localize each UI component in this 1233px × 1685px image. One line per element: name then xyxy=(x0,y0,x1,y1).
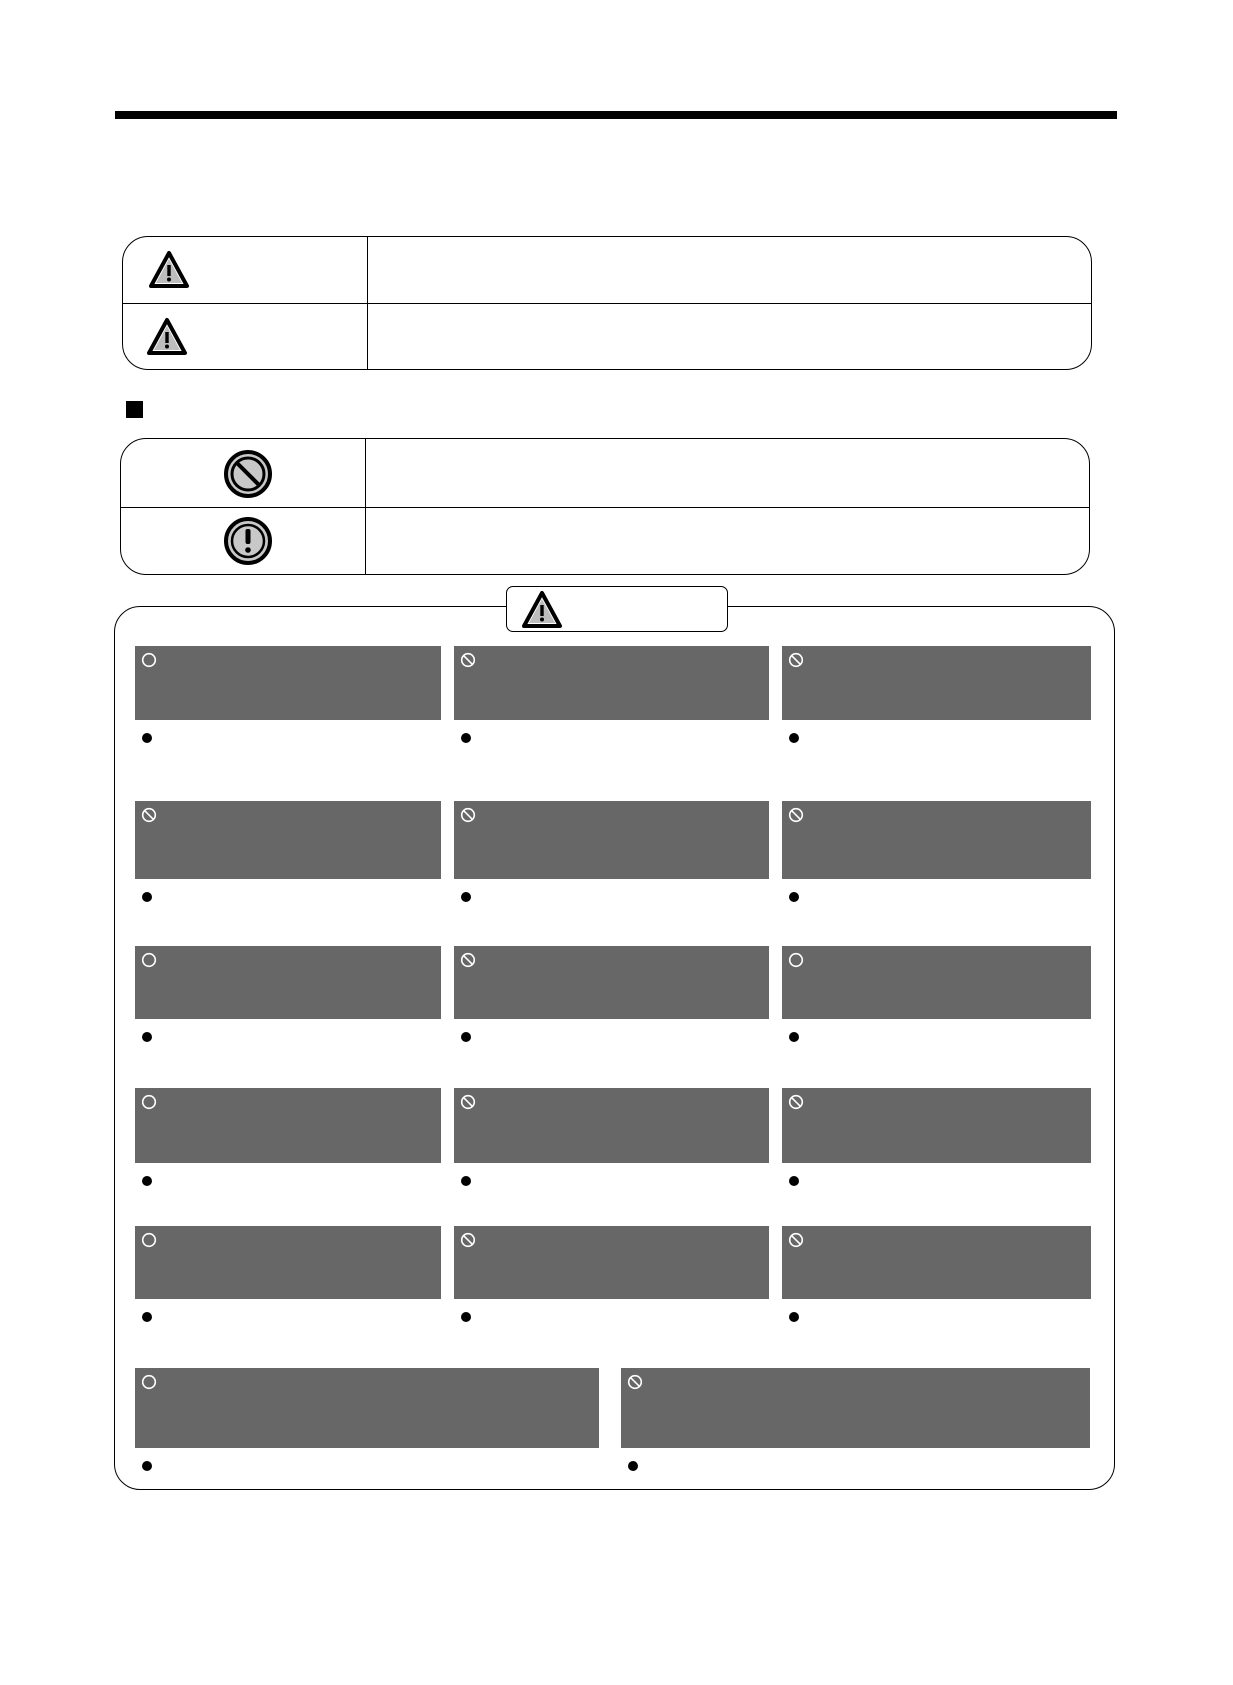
bullet-dot xyxy=(789,733,799,743)
caution-description xyxy=(385,304,1071,370)
prohibited-icon xyxy=(788,807,804,823)
caution-card xyxy=(454,1088,769,1163)
mandatory-circle-icon xyxy=(141,1232,157,1248)
bullet-dot xyxy=(142,892,152,902)
bullet-dot xyxy=(789,1312,799,1322)
caution-card xyxy=(135,1088,441,1163)
caution-row xyxy=(123,303,1091,370)
table-divider xyxy=(365,439,366,574)
bullet-dot xyxy=(142,1461,152,1471)
mandatory-circle-icon xyxy=(141,952,157,968)
section-marker xyxy=(126,401,143,418)
warning-triangle-icon xyxy=(148,250,190,290)
prohibited-icon xyxy=(460,807,476,823)
mandatory-row xyxy=(121,507,1089,576)
bullet-dot xyxy=(142,1176,152,1186)
bullet-dot xyxy=(461,733,471,743)
prohibited-icon xyxy=(460,952,476,968)
caution-card xyxy=(621,1368,1090,1448)
prohibited-icon xyxy=(788,1232,804,1248)
mandatory-exclamation-icon xyxy=(223,515,273,567)
prohibited-row xyxy=(121,439,1089,507)
warning-row xyxy=(123,237,1091,303)
caution-card xyxy=(454,801,769,879)
caution-card xyxy=(782,1226,1091,1299)
warning-description xyxy=(385,237,1071,303)
caution-panel xyxy=(114,606,1115,1490)
mandatory-circle-icon xyxy=(141,652,157,668)
prohibited-icon xyxy=(223,449,273,499)
symbol-meaning-table xyxy=(120,438,1090,575)
bullet-dot xyxy=(142,733,152,743)
caution-card xyxy=(135,646,441,720)
prohibited-icon xyxy=(627,1374,643,1390)
prohibited-icon xyxy=(141,807,157,823)
caution-card xyxy=(782,1088,1091,1163)
bullet-dot xyxy=(461,1176,471,1186)
header-rule xyxy=(115,111,1117,119)
mandatory-circle-icon xyxy=(141,1094,157,1110)
prohibited-icon xyxy=(788,1094,804,1110)
bullet-dot xyxy=(628,1461,638,1471)
prohibited-icon xyxy=(460,1232,476,1248)
warning-level-table xyxy=(122,236,1092,370)
caution-card xyxy=(454,646,769,720)
caution-card xyxy=(135,946,441,1019)
caution-card xyxy=(454,946,769,1019)
prohibited-description xyxy=(383,439,1069,507)
mandatory-circle-icon xyxy=(141,1374,157,1390)
caution-panel-tab xyxy=(506,586,728,632)
mandatory-circle-icon xyxy=(788,952,804,968)
bullet-dot xyxy=(461,892,471,902)
caution-card xyxy=(782,946,1091,1019)
bullet-dot xyxy=(789,892,799,902)
table-divider xyxy=(367,237,368,369)
bullet-dot xyxy=(142,1032,152,1042)
warning-triangle-icon xyxy=(146,317,188,357)
caution-card xyxy=(135,1226,441,1299)
prohibited-icon xyxy=(460,1094,476,1110)
prohibited-icon xyxy=(460,652,476,668)
warning-triangle-icon xyxy=(521,590,563,630)
bullet-dot xyxy=(789,1176,799,1186)
bullet-dot xyxy=(142,1312,152,1322)
bullet-dot xyxy=(461,1312,471,1322)
caution-card xyxy=(135,801,441,879)
mandatory-description xyxy=(383,508,1069,576)
caution-card xyxy=(454,1226,769,1299)
caution-card xyxy=(782,801,1091,879)
prohibited-icon xyxy=(788,652,804,668)
caution-card xyxy=(782,646,1091,720)
bullet-dot xyxy=(789,1032,799,1042)
bullet-dot xyxy=(461,1032,471,1042)
caution-card xyxy=(135,1368,599,1448)
